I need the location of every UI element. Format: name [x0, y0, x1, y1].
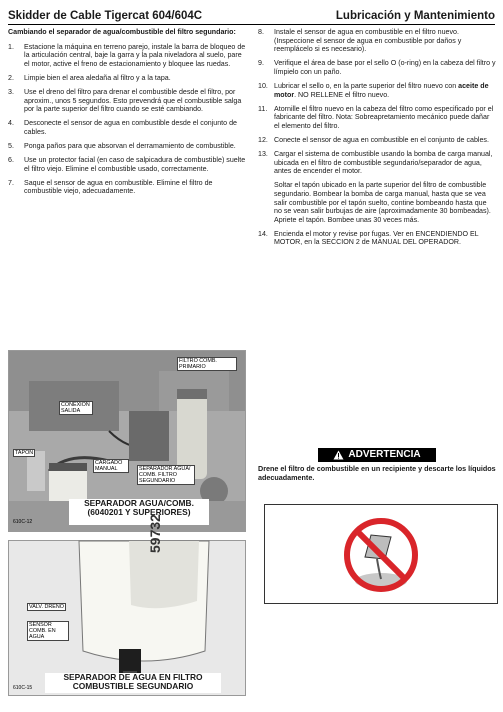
no-spill-symbol-box	[264, 504, 498, 604]
step-8: 8. Instale el sensor de agua en combustible en el filtro nuevo. (Inspeccione el sensor de agua en combustible por daños y reemplácelo si es necesario).	[258, 28, 462, 54]
part-number-text: 59732	[147, 514, 163, 553]
step-9: 9. Verifique el área de base por el sello O (o-ring) en la cabeza del filtro y límpielo con un paño.	[258, 59, 496, 76]
label-drain-valve: VALV. DRENO	[29, 604, 64, 610]
step-1: 1. Estacione la máquina en terreno parejo, instale la barra de bloqueo de la articulación central, baje la garra y la pala niveladora al suelo, pare el motor, active el freno de estacionamiento y bloquee las ruedas.	[8, 42, 246, 68]
label-cap: TAPON	[15, 450, 34, 456]
page-header	[8, 4, 495, 25]
figure1-caption: SEPARADOR AGUA/COMB. (6040201 Y SUPERIORES)	[69, 499, 209, 525]
step-3: 3. Use el dreno del filtro para drenar el combustible desde el filtro, por aproxim., unos 5 segundos. Esto prevendrá que el combustible salga por la parte superior del filtro cuando se esté cambiando.	[8, 87, 242, 114]
label-secondary-separator: SEPARADOR AGUA/ COMB. FILTRO SEGUNDARIO	[137, 465, 195, 485]
label-water-in-fuel-sensor: SENSOR COMB. EN AGUA	[27, 621, 69, 641]
document-title: Skidder de Cable Tigercat 604/604C	[8, 10, 203, 22]
left-column	[8, 28, 246, 201]
step-7: 7. Saque el sensor de agua en combustible. Elimine el filtro de combustible viejo, adecuadamente.	[8, 178, 213, 196]
no-spill-prohibition-icon	[265, 505, 497, 603]
section-name: Lubricación y Mantenimiento	[335, 10, 495, 22]
step-10: 10. Lubricar el sello o, en la parte superior del filtro nuevo con aceite de motor. NO RELLENE el filtro nuevo.	[258, 81, 489, 99]
label-primary-fuel-filter: FILTRO COMB. PRIMARIO	[177, 357, 237, 371]
step-5: 5. Ponga paños para que absorvan el derramamiento de combustible.	[8, 141, 236, 150]
right-column	[258, 28, 496, 252]
step-12: 12. Conecte el sensor de agua en combustible en el conjunto de cables.	[258, 135, 489, 144]
figure1-code: 610C-12	[13, 519, 33, 525]
warning-box	[258, 448, 496, 483]
step-11: 11. Atornille el filtro nuevo en la cabeza del filtro como especificado por el fabricante del filtro. Nota: Sobreapretamiento mecánico puede dañar el elemento del filtro.	[258, 104, 494, 130]
step-13: 13. Cargar el sistema de combustible usando la bomba de carga manual, ubicada en el filtro de combustible segundario/separador de agua, antes de encender el motor.	[258, 150, 493, 176]
warning-triangle-icon	[333, 450, 344, 460]
step-4: 4. Desconecte el sensor de agua en combustible desde el conjunto de cables.	[8, 119, 237, 136]
step-13-details: Soltar el tapón ubicado en la parte superior del filtro de combustible segundario. Bombear la bomba de carga manual, hasta que se vea salir combustible por el tapón suelto, contine bombeando hasta que no se vean salir burbujas de aire (aproximadamente 30 bombeadas). Apriete el tapón. Bombee unas 30 veces más.	[274, 181, 491, 224]
step-6: 6. Use un protector facial (en caso de salpicadura de combustible) suelte el filtro viejo. Elimine el combustible usado, correctamente.	[8, 156, 246, 173]
procedure-title: Cambiando el separador de agua/combustible del filtro segundario:	[8, 28, 236, 36]
figure2-code: 610C-15	[13, 685, 33, 691]
step-14: 14. Encienda el motor y revise por fugas. Ver en ENCENDIENDO EL MOTOR, en la SECCION 2 de MANUAL DEL OPERADOR.	[258, 229, 479, 247]
label-manual-primer: CARGADO MANUAL	[93, 459, 129, 473]
warning-text: Drene el filtro de combustible en un recipiente y descarte los líquidos adecuadamente.	[258, 464, 496, 482]
fuel-separator-photo	[8, 350, 246, 532]
label-outlet-connection: CONEXION SALIDA	[59, 401, 93, 415]
step-2: 2. Limpie bien el area aledaña al filtro y a la tapa.	[8, 73, 171, 82]
warning-header	[318, 448, 436, 462]
figure2-caption: SEPARADOR DE AGUA EN FILTRO COMBUSTIBLE SEGUNDARIO	[45, 673, 221, 693]
warning-title: ADVERTENCIA	[348, 449, 421, 460]
